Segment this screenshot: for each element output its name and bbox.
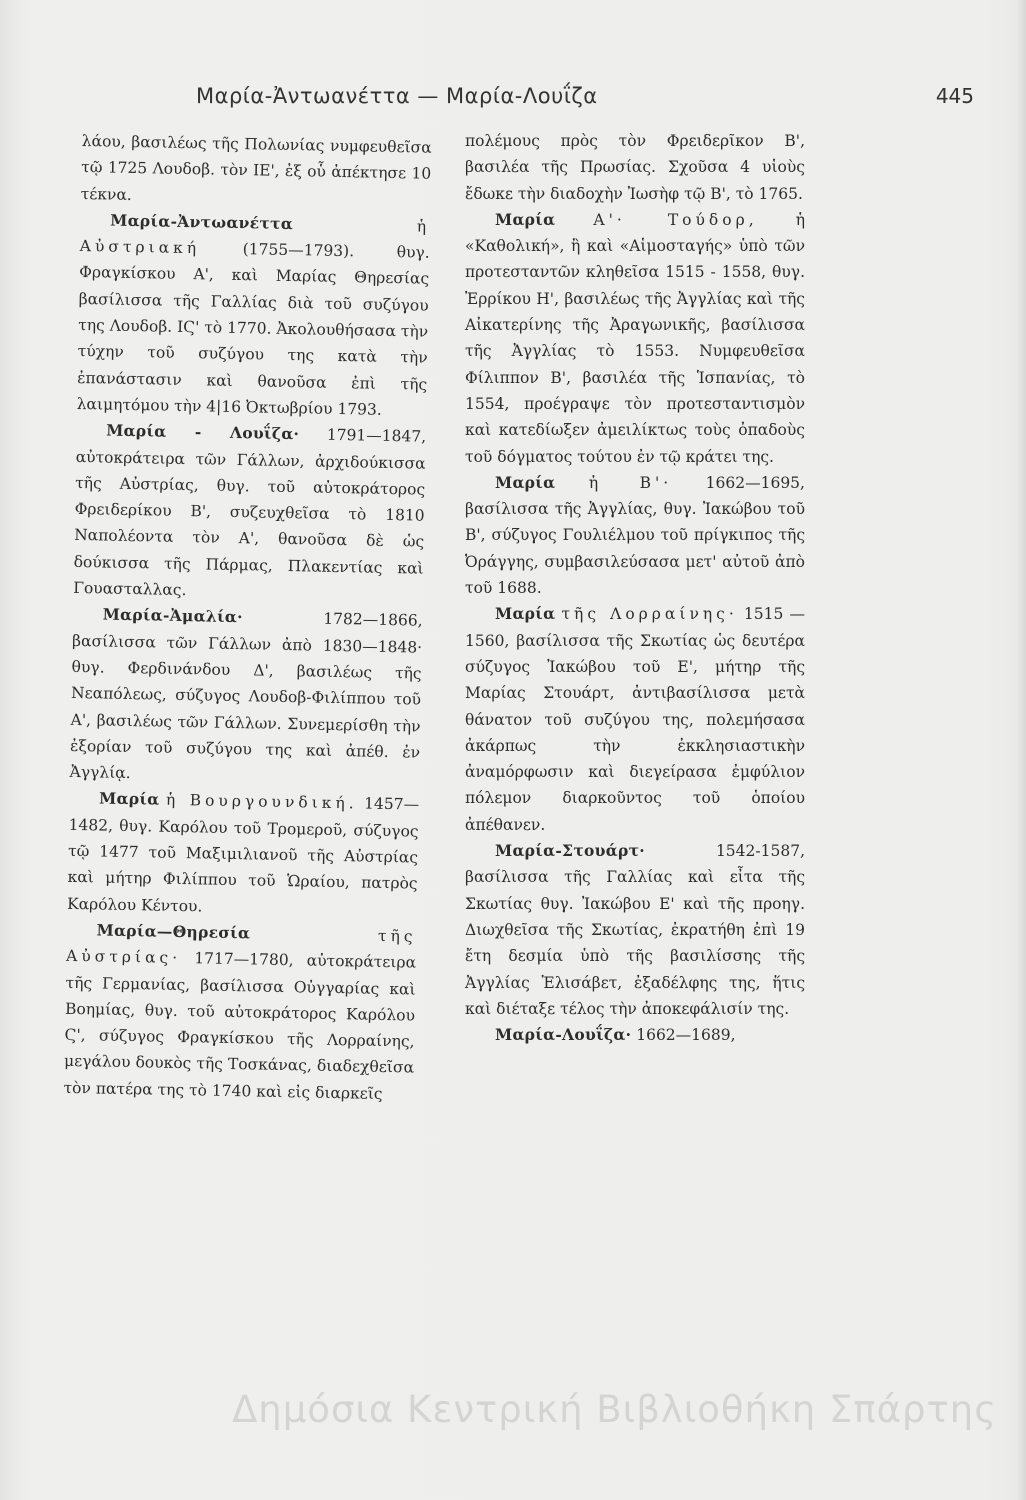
continuation-text: πολέμους πρὸς τὸν Φρειδερῖκον Β', βασιλέα τῆς Πρωσίας. Σχοῦσα 4 υἱοὺς ἔδωκε τὴν διαδοχὴν Ἰωσὴφ τῷ Β', τὸ 1765. [465,132,805,203]
entry-headword: Μαρία [98,788,160,810]
entry-mary-of-guise [465,601,805,838]
entry-headword: Μαρία [495,472,556,492]
entry-epithet: τῆς Λορραίνης· [561,605,738,624]
running-header [150,84,974,124]
entry-headword: Μαρία—Θηρεσία [96,920,251,943]
entry-maria-burgundy [67,785,419,923]
entry-headword: Μαρία-Λουΐζα· [495,1025,632,1045]
entry-text: 1542-1587, βασίλισσα τῆς Γαλλίας καὶ εἶτα τῆς Σκωτίας θυγ. Ἰακώβου Ε' καὶ τῆς προηγ. Διωχθεῖσα τῆς Σκωτίας, ἐκρατήθη ἐπὶ 19 ἔτη δεσμία ὑπὸ τῆς βασιλίσσης τῆς Ἀγγλίας Ἐλισάβετ, ἐξαδέλφης της, ἥτις καὶ διέταξε τέλος τὴν ἀποκεφάλισίν της. [465,842,805,1018]
entry-epithet: ἡ Β'· [588,473,673,492]
entry-maria-antoinette [76,207,430,424]
entry-maria-louise [73,417,426,608]
entry-headword: Μαρία - Λουΐζα· [106,420,300,444]
continuation-text: λάου, βασιλέως τῆς Πολωνίας νυμφευθεῖσα τῷ 1725 Λουδοβ. τὸν ΙΕ', ἐξ οὗ ἀπέκτησε 10 τέκνα. [80,131,432,204]
entry-epithet: ἡ Αὐστριακή [79,217,431,258]
entry-text: 1515 —1560, βασίλισσα τῆς Σκωτίας ὡς δευτέρα σύζυγος Ἰακώβου τοῦ Ε', μήτηρ τῆς Μαρίας Στουάρτ, ἀντιβασίλισσα μετὰ θάνατον τοῦ συζύγου της, πολεμήσασα ἀκάρπως τὴν ἐκκλησιαστικὴν ἀναμόρφωσιν καὶ διεγείρασα ἐμφύλιον πόλεμον διαρκοῦντος τοῦ ὁποίου ἀπέθανεν. [465,605,805,834]
entry-text: 1782—1866, βασίλισσα τῶν Γάλλων ἀπὸ 1830—1848· θυγ. Φερδινάνδου Δ', βασιλέως τῆς Νεαπόλεως, σύζυγος Λουδοβ-Φιλίππου τοῦ Α', βασιλέως τῶν Γάλλων. Συνεμερίσθη τὴν ἐξορίαν τοῦ συζύγου της καὶ ἀπέθ. ἐν Ἀγγλίᾳ. [69,610,423,783]
library-watermark: Δημόσια Κεντρική Βιβλιοθήκη Σπάρτης [232,1388,997,1431]
entry-text: 1662—1695, βασίλισσα τῆς Ἀγγλίας, θυγ. Ἰακώβου τοῦ Β', σύζυγος Γουλιέλμου τοῦ πρίγκιπος τῆς Ὀράγγης, συμβασιλεύσασα μετ' αὐτοῦ ἀπὸ τοῦ 1688. [465,473,805,598]
entry-headword: Μαρία [495,209,556,229]
right-column [465,128,805,1048]
entry-epithet: τῆς Αὐστρίας· [65,926,417,968]
entry-headword: Μαρία-Στουάρτ· [495,841,645,861]
entry-maria-amalia [69,601,422,792]
entry-text: (1755—1793). θυγ. Φραγκίσκου Α', καὶ Μαρίας Θηρεσίας βασίλισσα τῆς Γαλλίας διὰ τοῦ συζύγου της Λουδοβ. ΙϚ' τὸ 1770. Ἀκολουθήσασα τὴν τύχην τοῦ συζύγου της κατὰ τὴν ἐπανάστασιν καὶ θανοῦσα ἐπὶ τῆς λαιμητόμου τὴν 4|16 Ὀκτωβρίου 1793. [76,240,430,419]
left-column [63,128,432,1108]
entry-text: 1791—1847, αὐτοκράτειρα τῶν Γάλλων, ἀρχιδούκισσα τῆς Αὐστρίας, θυγ. τοῦ αὐτοκράτορος Φρειδερίκου Β', συζευχθεῖσα τὸ 1810 Ναπολέοντα τὸν Α', θανοῦσα δὲ ὡς δούκισσα τῆς Πάρμας, Πλακεντίας καὶ Γουασταλλας. [72,426,427,600]
entry-headword: Μαρία [495,604,556,624]
entry-epithet: Α'· Τούδορ, [593,210,758,229]
running-head-title: Μαρία-Ἀντωανέττα — Μαρία-Λουΐζα [196,84,598,108]
entry-maria-theresa [63,917,416,1108]
entry-text: ἡ «Καθολική», ἢ καὶ «Αἱμοσταγής» ὑπὸ τῶν προτεσταντῶν κληθεῖσα 1515 - 1558, θυγ. Ἐρρίκου Η', βασιλέως τῆς Ἀγγλίας καὶ τῆς Αἰκατερίνης τῆς Ἀραγωνικῆς, βασίλισσα τῆς Ἀγγλίας τὸ 1553. Νυμφευθεῖσα Φίλιππον Β', βασιλέα τῆς Ἱσπανίας, τὸ 1554, προέγραψε τὸν προτεσταντισμὸν καὶ κατεδίωξεν ἀμειλίκτως τοὺς ὀπαδοὺς τοῦ δόγματος τούτου ἐν τῷ κράτει της. [465,210,805,466]
entry-text: 1717—1780, αὐτοκράτειρα τῆς Γερμανίας, βασίλισσα Οὐγγαρίας καὶ Βοημίας, θυγ. τοῦ αὐτοκράτορος Καρόλου Ϛ', σύζυγος Φραγκίσκου τῆς Λορραίνης, μεγάλου δουκὸς τῆς Τοσκάνας, διαδεχθεῖσα τὸν πατέρα της τὸ 1740 καὶ εἰς διαρκεῖς [63,949,417,1103]
page-number: 445 [935,84,974,108]
entry-text: 1662—1689, [636,1026,736,1045]
entry-epithet: ἡ Βουργουνδική. [165,791,358,813]
entry-headword: Μαρία-Ἀντωανέττα [110,210,294,233]
entry-mary-ii [465,470,805,601]
entry-headword: Μαρία-Ἀμαλία· [102,604,243,627]
entry-mary-stuart [465,838,805,1022]
entry-mary-tudor [465,207,805,470]
entry-text: 1457—1482, θυγ. Καρόλου τοῦ Τρομεροῦ, σύζυγος τῷ 1477 τοῦ Μαξιμιλιανοῦ τῆς Αὐστρίας καὶ μήτηρ Φιλίππου τοῦ Ὡραίου, πατρὸς Καρόλου Κέντου. [66,794,420,916]
entry-maria-louisa [465,1022,805,1048]
page-edge-shadow [1016,0,1026,1500]
